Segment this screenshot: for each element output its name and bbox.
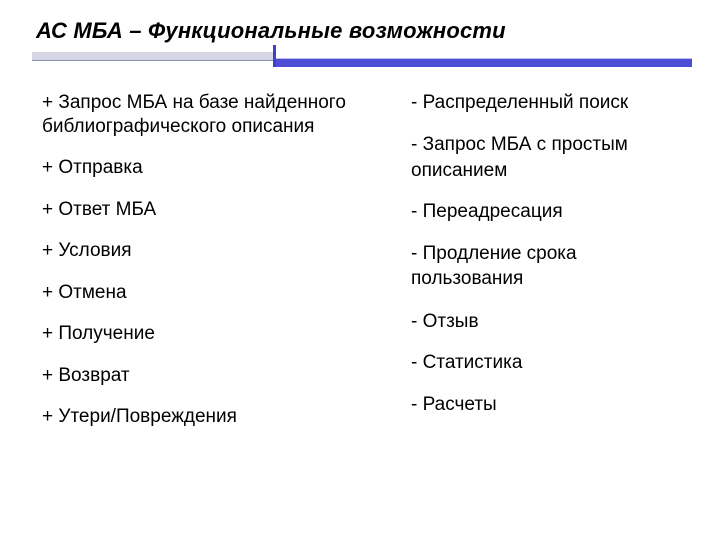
left-item-send: + Отправка: [42, 157, 143, 178]
right-item-recall: - Отзыв: [411, 311, 479, 332]
right-item-extension: - Продление срока: [411, 243, 577, 264]
right-item-statistics: - Статистика: [411, 352, 523, 373]
left-item-answer: + Ответ МБА: [42, 199, 157, 220]
slide-title: АС МБА – Функциональные возможности: [36, 18, 506, 43]
right-item-simple-request: - Запрос МБА с простым: [411, 134, 628, 155]
right-item-distributed-search: - Распределенный поиск: [411, 92, 629, 113]
header-rule-divider: [273, 45, 276, 67]
right-item-simple-request-cont: описанием: [411, 160, 508, 181]
right-item-payments: - Расчеты: [411, 394, 497, 415]
left-item-request: + Запрос МБА на базе найденного: [42, 92, 346, 113]
header-rule-blue: [276, 59, 692, 67]
left-item-receive: + Получение: [42, 323, 155, 344]
header-rule-gray-line: [32, 60, 276, 61]
right-item-extension-cont: пользования: [411, 268, 524, 289]
left-item-return: + Возврат: [42, 365, 130, 386]
left-item-cancel: + Отмена: [42, 282, 127, 303]
left-item-conditions: + Условия: [42, 240, 132, 261]
left-item-request-cont: библиографического описания: [42, 116, 315, 137]
right-item-redirect: - Переадресация: [411, 201, 563, 222]
left-item-loss-damage: + Утери/Повреждения: [42, 406, 237, 427]
